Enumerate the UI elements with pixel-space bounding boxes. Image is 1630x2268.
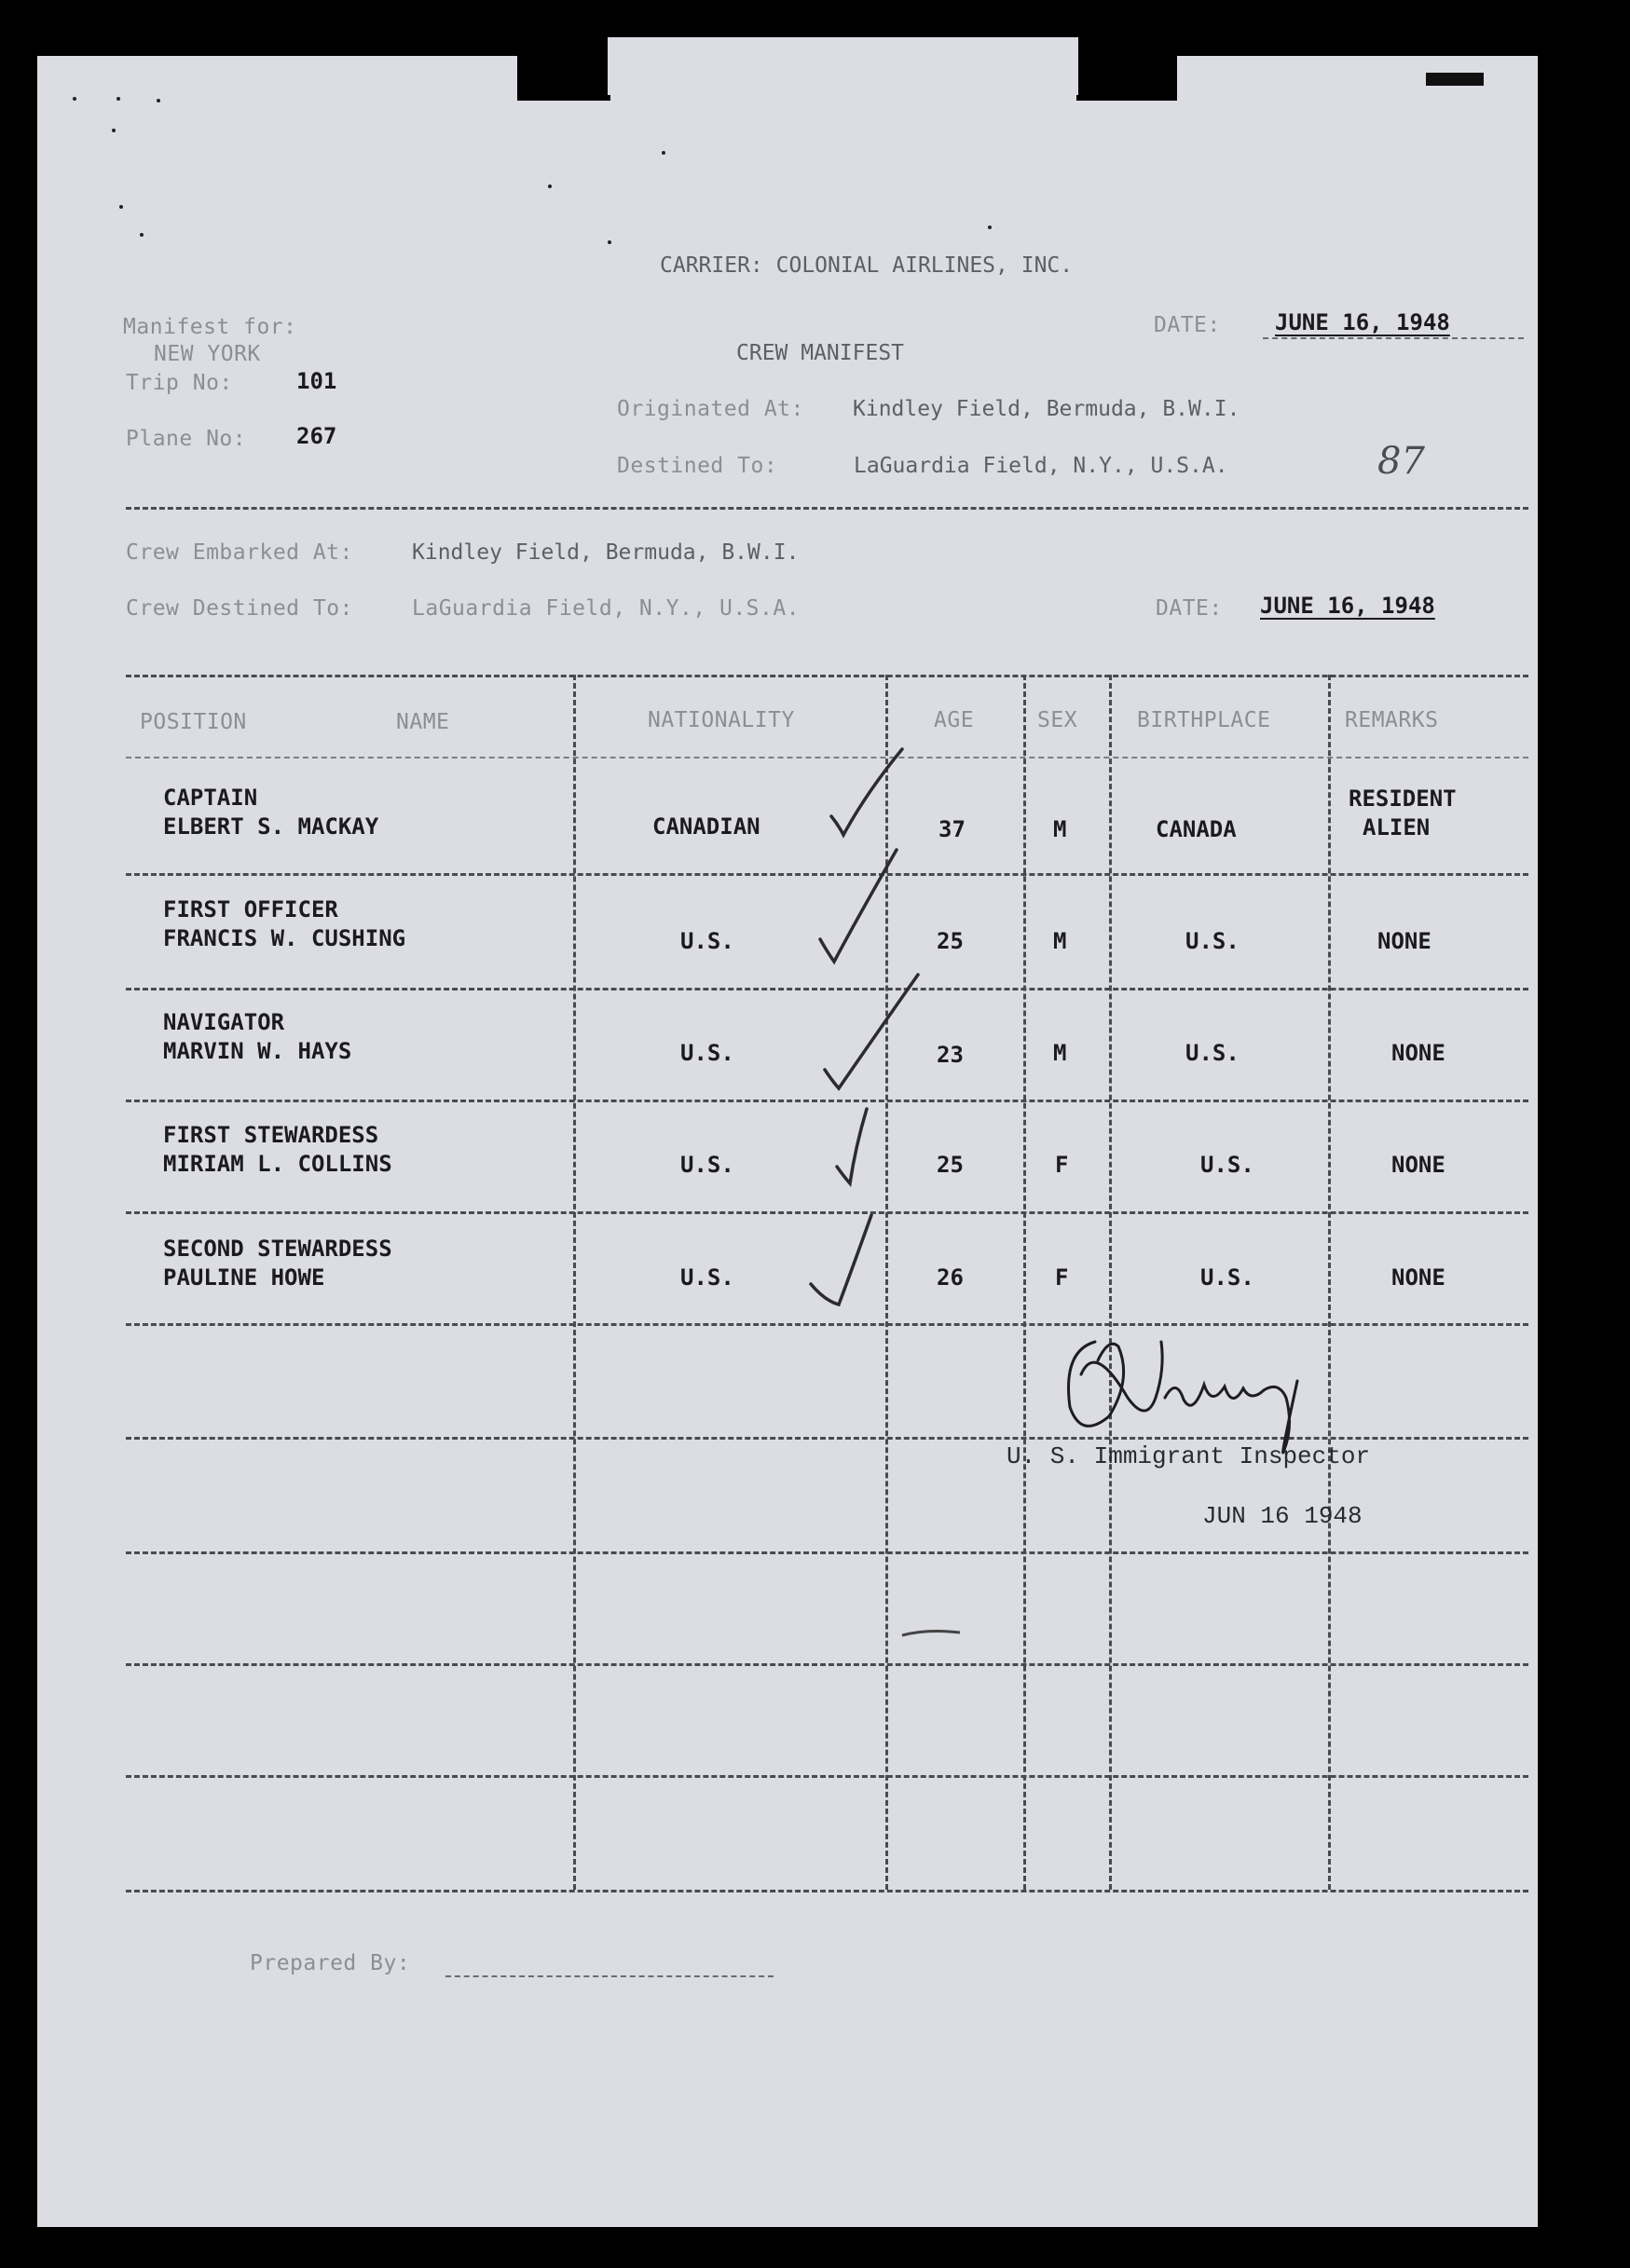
- trip-value: 101: [296, 368, 337, 394]
- col-sex: SEX: [1037, 708, 1078, 732]
- header-date-value: JUNE 16, 1948: [1275, 309, 1450, 335]
- prepared-by-line: [445, 1975, 774, 1977]
- check-icon: [831, 749, 902, 835]
- plane-value: 267: [296, 423, 337, 449]
- check-icon: [820, 850, 897, 962]
- manifest-for-value: NEW YORK: [154, 342, 261, 366]
- originated-value: Kindley Field, Bermuda, B.W.I.: [853, 397, 1240, 421]
- crew-embarked-value: Kindley Field, Bermuda, B.W.I.: [412, 540, 800, 565]
- col-remarks: REMARKS: [1345, 708, 1439, 732]
- crew-date-value: JUNE 16, 1948: [1260, 593, 1435, 619]
- document-title: CREW MANIFEST: [736, 341, 905, 365]
- plane-label: Plane No:: [126, 427, 247, 451]
- carrier-line: CARRIER: COLONIAL AIRLINES, INC.: [660, 253, 1074, 278]
- originated-label: Originated At:: [617, 397, 804, 421]
- check-icon: [825, 975, 918, 1088]
- page-number: 87: [1377, 440, 1425, 483]
- col-position: POSITION: [140, 710, 247, 734]
- inspector-title: U. S. Immigrant Inspector: [1007, 1442, 1371, 1470]
- col-name: NAME: [396, 710, 450, 734]
- crew-destined-label: Crew Destined To:: [126, 596, 353, 621]
- crew-destined-value: LaGuardia Field, N.Y., U.S.A.: [412, 596, 801, 621]
- col-age: AGE: [934, 708, 975, 732]
- trip-label: Trip No:: [126, 371, 233, 395]
- col-birthplace: BIRTHPLACE: [1137, 708, 1271, 732]
- prepared-by-label: Prepared By:: [250, 1951, 411, 1975]
- destined-value: LaGuardia Field, N.Y., U.S.A.: [854, 454, 1228, 478]
- header-date-label: DATE:: [1154, 313, 1221, 337]
- check-icon: [811, 1215, 871, 1305]
- check-icon: [837, 1109, 867, 1183]
- destined-label: Destined To:: [617, 454, 778, 478]
- col-nationality: NATIONALITY: [648, 708, 795, 732]
- inspector-signature: [1069, 1342, 1297, 1453]
- crew-embarked-label: Crew Embarked At:: [126, 540, 353, 565]
- manifest-for-label: Manifest for:: [123, 315, 297, 339]
- crew-date-label: DATE:: [1156, 596, 1223, 621]
- inspector-stamp-date: JUN 16 1948: [1202, 1502, 1363, 1530]
